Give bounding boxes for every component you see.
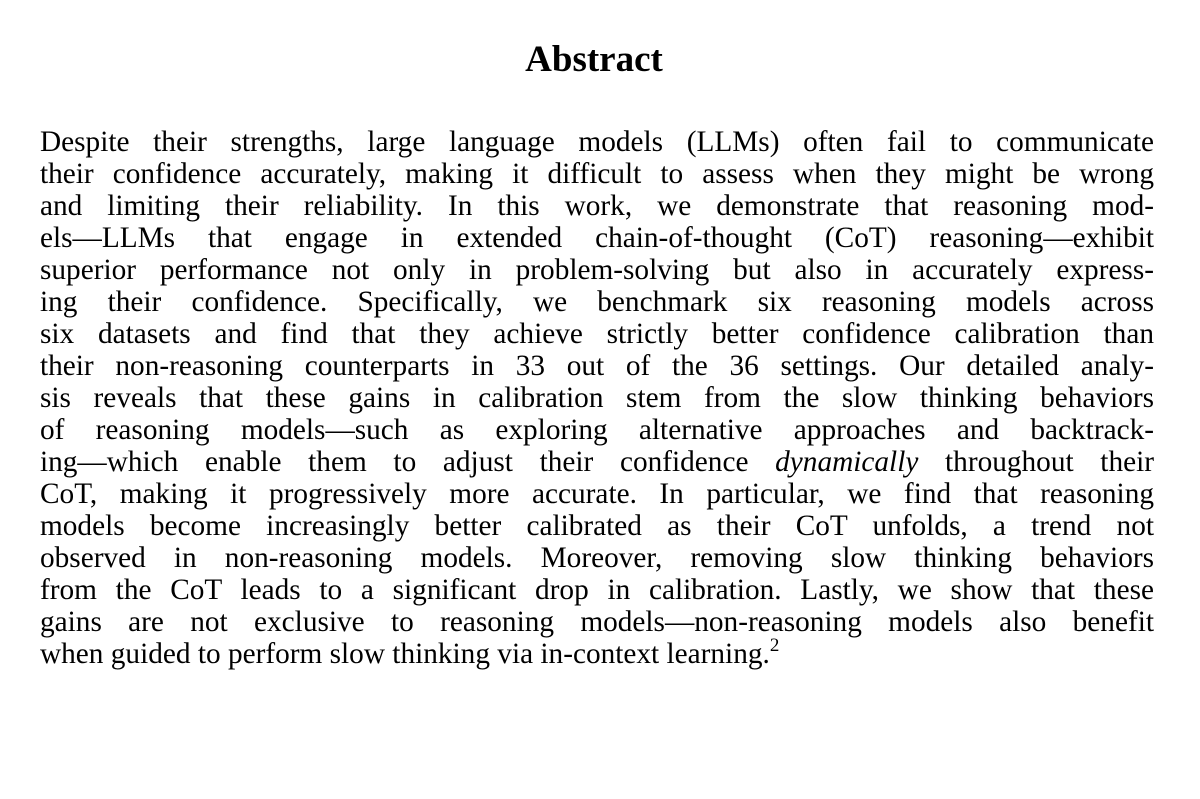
abstract-line: CoT, making it progressively more accurate. In particular, we find that reasoning	[40, 478, 1154, 510]
abstract-line: their non-reasoning counterparts in 33 out of the 36 settings. Our detailed analy-	[40, 350, 1154, 382]
abstract-line: from the CoT leads to a significant drop in calibration. Lastly, we show that these	[40, 574, 1154, 606]
abstract-line: sis reveals that these gains in calibration stem from the slow thinking behaviors	[40, 382, 1154, 414]
line-text: when guided to perform slow thinking via in-context learning.	[40, 638, 770, 670]
line-text: ing—which enable them to adjust their confidence	[40, 446, 776, 478]
abstract-line: and limiting their reliability. In this work, we demonstrate that reasoning mod-	[40, 190, 1154, 222]
line-text: throughout their	[918, 446, 1154, 478]
abstract-line	[40, 635, 1154, 670]
footnote-marker[interactable]: 2	[769, 635, 780, 656]
abstract-body	[40, 126, 1154, 670]
abstract-line: ing their confidence. Specifically, we benchmark six reasoning models across	[40, 286, 1154, 318]
abstract-line: superior performance not only in problem-solving but also in accurately express-	[40, 254, 1154, 286]
abstract-heading: Abstract	[525, 39, 663, 80]
abstract-line: gains are not exclusive to reasoning models—non-reasoning models also benefit	[40, 606, 1154, 638]
abstract-line: els—LLMs that engage in extended chain-of-thought (CoT) reasoning—exhibit	[40, 222, 1154, 254]
abstract-line: observed in non-reasoning models. Moreover, removing slow thinking behaviors	[40, 542, 1154, 574]
abstract-line	[40, 446, 1154, 478]
abstract-line: models become increasingly better calibrated as their CoT unfolds, a trend not	[40, 510, 1154, 542]
abstract-line: of reasoning models—such as exploring alternative approaches and backtrack-	[40, 414, 1154, 446]
emphasized-word: dynamically	[775, 446, 919, 478]
abstract-line: Despite their strengths, large language models (LLMs) often fail to communicate	[40, 126, 1154, 158]
abstract-line: six datasets and find that they achieve strictly better confidence calibration than	[40, 318, 1154, 350]
abstract-line: their confidence accurately, making it difficult to assess when they might be wrong	[40, 158, 1154, 190]
